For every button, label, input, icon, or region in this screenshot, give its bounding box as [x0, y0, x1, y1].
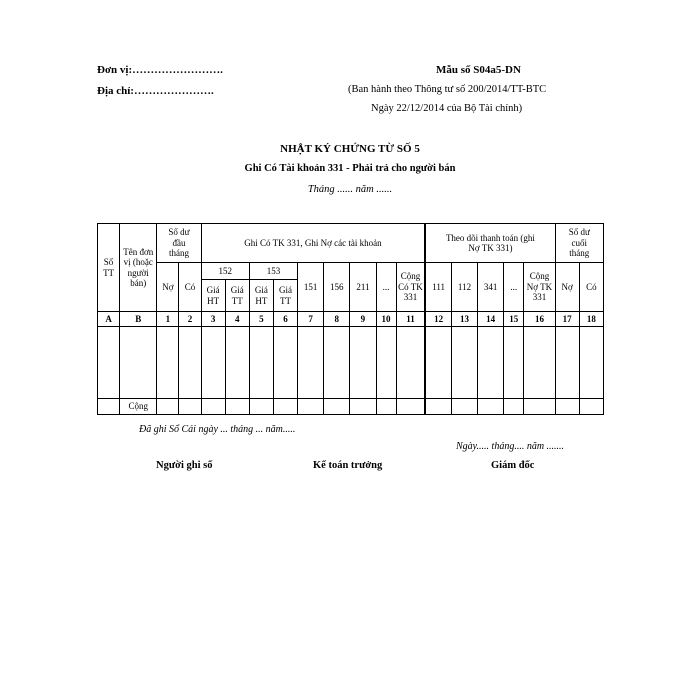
document-subtitle: Ghi Có Tài khoản 331 - Phải trả cho người bán [244, 163, 456, 174]
table-cell [225, 327, 249, 399]
table-cell [555, 399, 579, 415]
column-code: 13 [451, 312, 477, 327]
table-cell [524, 327, 555, 399]
table-cell [579, 327, 603, 399]
header-opening-balance: Số dư đầu tháng [157, 224, 201, 263]
column-code: 5 [249, 312, 273, 327]
header-supplier: Tên đơn vị (hoặc người bán) [120, 224, 157, 312]
table-cell [324, 399, 350, 415]
table-cell [350, 327, 376, 399]
table-cell [504, 327, 524, 399]
table-cell [98, 399, 120, 415]
table-cell [179, 399, 201, 415]
table-cell [324, 327, 350, 399]
signer-recorder: Người ghi số [156, 460, 213, 471]
table-cell [273, 399, 297, 415]
document-period: Tháng ...... năm ...... [307, 184, 393, 195]
column-code: 12 [425, 312, 451, 327]
column-code: 9 [350, 312, 376, 327]
table-cell [98, 327, 120, 399]
header-debit-other: ... [504, 263, 524, 312]
table-cell [478, 327, 504, 399]
header-payment-group: Theo dõi thanh toán (ghi Nợ TK 331) [425, 224, 555, 263]
header-account-152: 152 [201, 263, 249, 280]
header-opening-credit: Có [179, 263, 201, 312]
table-cell [273, 327, 297, 399]
header-total-debit: Cộng Nợ TK 331 [524, 263, 555, 312]
column-code: 4 [225, 312, 249, 327]
table-cell [157, 327, 179, 399]
table-cell [425, 327, 451, 399]
header-credit-group: Ghi Có TK 331, Ghi Nợ các tài khoản [201, 224, 425, 263]
journal-table [97, 223, 604, 415]
unit-label: Đơn vị:……………………. [97, 64, 223, 76]
table-cell [376, 327, 396, 399]
form-code: Mẫu số S04a5-DN [436, 64, 521, 76]
table-cell [225, 399, 249, 415]
table-cell [504, 399, 524, 415]
table-cell [376, 399, 396, 415]
table-cell [425, 399, 451, 415]
header-account-156: 156 [324, 263, 350, 312]
header-account-111: 111 [425, 263, 451, 312]
table-cell [249, 327, 273, 399]
total-row-label: Cộng [120, 399, 157, 415]
header-total-credit: Cộng Có TK 331 [396, 263, 425, 312]
column-code: 17 [555, 312, 579, 327]
table-cell [451, 399, 477, 415]
table-row [98, 327, 604, 399]
signer-director: Giám đốc [491, 460, 535, 471]
table-cell [396, 327, 425, 399]
header-closing-credit: Có [579, 263, 603, 312]
table-cell [579, 399, 603, 415]
header-account-211: 211 [350, 263, 376, 312]
column-code: B [120, 312, 157, 327]
header-153-price-tt: Giá TT [273, 280, 297, 312]
column-code: 11 [396, 312, 425, 327]
column-code: 18 [579, 312, 603, 327]
table-cell [201, 327, 225, 399]
table-cell [524, 399, 555, 415]
column-code: 3 [201, 312, 225, 327]
table-cell [298, 399, 324, 415]
total-row [98, 399, 604, 415]
column-code: 6 [273, 312, 297, 327]
header-account-112: 112 [451, 263, 477, 312]
header-credit-other: ... [376, 263, 396, 312]
posting-note: Đã ghi Sổ Cái ngày ... tháng ... năm..... [139, 424, 296, 435]
table-cell [120, 327, 157, 399]
header-account-153: 153 [249, 263, 297, 280]
header-152-price-tt: Giá TT [225, 280, 249, 312]
regulation-line-1: (Ban hành theo Thông tư số 200/2014/TT-BTC [348, 84, 547, 95]
column-code: 16 [524, 312, 555, 327]
header-closing-debit: Nợ [555, 263, 579, 312]
document-title: NHẬT KÝ CHỨNG TỪ SỐ 5 [280, 143, 420, 155]
header-stt: Số TT [98, 224, 120, 312]
address-label: Địa chỉ:…………………. [97, 85, 214, 97]
table-cell [201, 399, 225, 415]
table-cell [249, 399, 273, 415]
column-code: 14 [478, 312, 504, 327]
header-account-151: 151 [298, 263, 324, 312]
column-code: 15 [504, 312, 524, 327]
column-code: 10 [376, 312, 396, 327]
column-code: A [98, 312, 120, 327]
table-cell [478, 399, 504, 415]
regulation-line-2: Ngày 22/12/2014 của Bộ Tài chính) [371, 103, 523, 114]
header-account-341: 341 [478, 263, 504, 312]
column-code: 8 [324, 312, 350, 327]
table-cell [396, 399, 425, 415]
column-code: 7 [298, 312, 324, 327]
date-line: Ngày..... tháng.... năm ....... [456, 441, 565, 452]
table-cell [350, 399, 376, 415]
header-153-price-ht: Giá HT [249, 280, 273, 312]
signer-chief-accountant: Kế toán trưởng [313, 460, 383, 471]
table-cell [157, 399, 179, 415]
table-cell [555, 327, 579, 399]
table-cell [451, 327, 477, 399]
table-cell [298, 327, 324, 399]
header-152-price-ht: Giá HT [201, 280, 225, 312]
column-code: 1 [157, 312, 179, 327]
header-closing-balance: Số dư cuối tháng [555, 224, 603, 263]
header-opening-debit: Nợ [157, 263, 179, 312]
column-code: 2 [179, 312, 201, 327]
table-cell [179, 327, 201, 399]
